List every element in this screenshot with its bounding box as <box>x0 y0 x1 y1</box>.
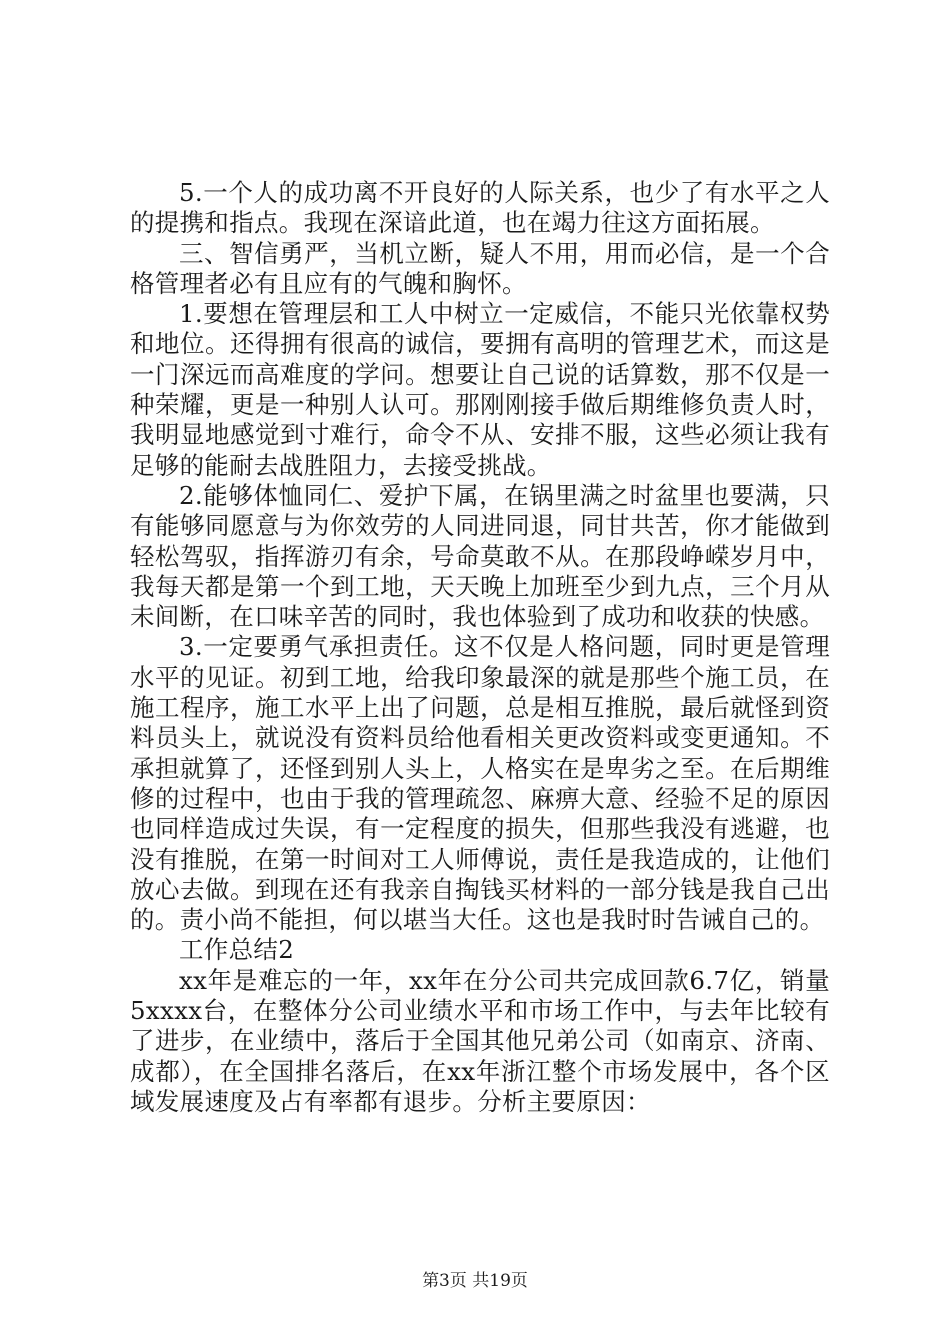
section-heading-three: 三、智信勇严，当机立断，疑人不用，用而必信，是一个合格管理者必有且应有的气魄和胸怀。 <box>130 238 830 298</box>
paragraph-annual-review: xx年是难忘的一年，xx年在分公司共完成回款6.7亿，销量5xxxx台，在整体分公司业绩水平和市场工作中，与去年比较有了进步，在业绩中，落后于全国其他兄弟公司（如南京、济南、成都），在全国排名落后，在xx年浙江整个市场发展中，各个区域发展速度及占有率都有退步。分析主要原因： <box>130 965 830 1116</box>
document-body <box>130 178 830 1117</box>
paragraph-prestige: 1.要想在管理层和工人中树立一定威信，不能只光依靠权势和地位。还得拥有很高的诚信，要拥有高明的管理艺术，而这是一门深远而高难度的学问。想要让自己说的话算数，那不仅是一种荣耀，更是一种别人认可。那刚刚接手做后期维修负责人时，我明显地感觉到寸难行，命令不从、安排不服，这些必须让我有足够的能耐去战胜阻力，去接受挑战。 <box>130 299 830 480</box>
page-footer: 第3页 共19页 <box>422 1271 528 1291</box>
paragraph-interpersonal: 5.一个人的成功离不开良好的人际关系，也少了有水平之人的提携和指点。我现在深谙此道，也在竭力往这方面拓展。 <box>130 178 830 238</box>
work-summary-2-heading: 工作总结2 <box>179 935 295 965</box>
paragraph-care-subordinates: 2.能够体恤同仁、爱护下属，在锅里满之时盆里也要满，只有能够同愿意与为你效劳的人同进同退，同甘共苦，你才能做到轻松驾驭，指挥游刃有余，号命莫敢不从。在那段峥嵘岁月中，我每天都是第一个到工地，天天晚上加班至少到九点，三个月从未间断，在口味辛苦的同时，我也体验到了成功和收获的快感。 <box>130 480 830 632</box>
paragraph-responsibility: 3.一定要勇气承担责任。这不仅是人格问题，同时更是管理水平的见证。初到工地，给我印象最深的就是那些个施工员，在施工程序，施工水平上出了问题，总是相互推脱，最后就怪到资料员头上，就说没有资料员给他看相关更改资料或变更通知。不承担就算了，还怪到别人头上，人格实在是卑劣之至。在后期维修的过程中，也由于我的管理疏忽、麻痹大意、经验不足的原因也同样造成过失误，有一定程度的损失，但那些我没有逃避，也没有推脱，在第一时间对工人师傅说，责任是我造成的，让他们放心去做。到现在还有我亲自掏钱买材料的一部分钱是我自己出的。责小尚不能担，何以堪当大任。这也是我时时告诫自己的。 <box>130 632 830 935</box>
